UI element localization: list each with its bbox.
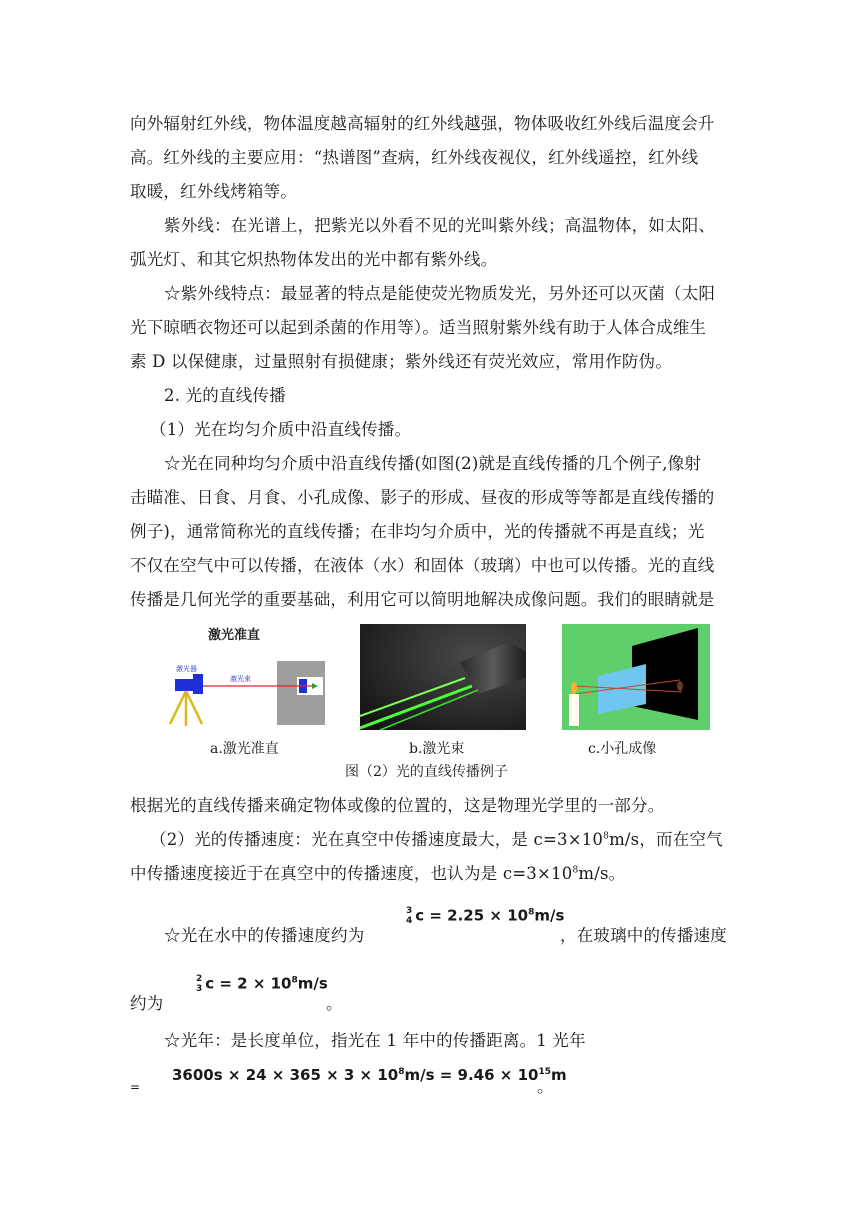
text-line: 中传播速度接近于在真空中的传播速度，也认为是 $c=3\times 10^8m/s$。 (130, 864, 626, 883)
text-line: 传播是几何光学的重要基础，利用它可以简明地解决成像问题。我们的眼睛就是 (130, 590, 715, 609)
figure-laser-beam (360, 624, 526, 730)
subsection-heading: （1）光在均匀介质中沿直线传播。 (150, 420, 412, 439)
text-line: 高。红外线的主要应用：“热谱图”查病，红外线夜视仪，红外线遥控，红外线 (130, 148, 699, 167)
text-line: ☆光在同种均匀介质中沿直线传播(如图(2)就是直线传播的几个例子,像射 (164, 454, 702, 473)
text-line: 例子)，通常简称光的直线传播；在非均匀介质中，光的传播就不再是直线；光 (130, 522, 705, 541)
text-line: 光下晾晒衣物还可以起到杀菌的作用等）。适当照射紫外线有助于人体合成维生 (130, 318, 707, 337)
text-line: 向外辐射红外线，物体温度越高辐射的红外线越强，物体吸收红外线后温度会升 (130, 114, 715, 133)
text-line: ☆紫外线特点：最显著的特点是能使荧光物质发光，另外还可以灭菌（太阳 (164, 284, 716, 303)
figure-laser-alignment (162, 624, 332, 728)
figure-pinhole-imaging (562, 624, 710, 730)
text-line: 紫外线：在光谱上，把紫光以外看不见的光叫紫外线；高温物体，如太阳、 (164, 216, 716, 235)
figure-caption: 图（2）光的直线传播例子 (345, 764, 508, 780)
laser-device (175, 679, 193, 691)
text-line: 根据光的直线传播来确定物体或像的位置的，这是物理光学里的一部分。 (130, 796, 665, 815)
text-line: ，在玻璃中的传播速度 (560, 926, 727, 945)
text-line-lightyear: ☆光年：是长度单位，指光在 1 年中的传播距离。1 光年 (164, 1031, 586, 1050)
text-line: 素 D 以保健康，过量照射有损健康；紫外线还有荧光效应，常用作防伪。 (130, 352, 673, 371)
candle (569, 694, 579, 726)
text-line: 。 (326, 994, 343, 1013)
formula-glass-speed: 2 3 $c = 2 \times 10^8m/s$ (196, 974, 328, 994)
caption-c: c.小孔成像 (588, 741, 657, 757)
panel-a-label-device: 激光器 (176, 665, 197, 673)
caption-a: a.激光准直 (210, 741, 279, 757)
text-line: 。 (537, 1077, 554, 1096)
formula-water-speed: 3 4 $c = 2.25 \times 10^8m/s$ (406, 906, 565, 926)
section-heading: 2. 光的直线传播 (164, 386, 286, 405)
text-line: 取暖，红外线烤箱等。 (130, 182, 297, 201)
text-line-speed: （2）光的传播速度：光在真空中传播速度最大，是 $c=3\times 10^8m/s$，而在空气 (150, 830, 723, 849)
formula-light-year: $3600s \times 24 \times 365 \times 3 \times 10^8m/s = 9.46 \times 10^{15}m$ (172, 1066, 567, 1084)
caption-b: b.激光束 (409, 741, 465, 757)
text-line-glass: 约为 (130, 994, 164, 1013)
text-line: = (130, 1080, 141, 1094)
text-line-water: ☆光在水中的传播速度约为 (164, 926, 365, 945)
panel-a-title: 激光准直 (208, 628, 261, 643)
text-line: 弧光灯、和其它炽热物体发出的光中都有紫外线。 (130, 250, 498, 269)
text-line: 不仅在空气中可以传播，在液体（水）和固体（玻璃）中也可以传播。光的直线 (130, 556, 715, 575)
text-line: 击瞄准、日食、月食、小孔成像、影子的形成、昼夜的形成等等都是直线传播的 (130, 488, 715, 507)
panel-a-label-beam: 激光束 (230, 675, 251, 683)
